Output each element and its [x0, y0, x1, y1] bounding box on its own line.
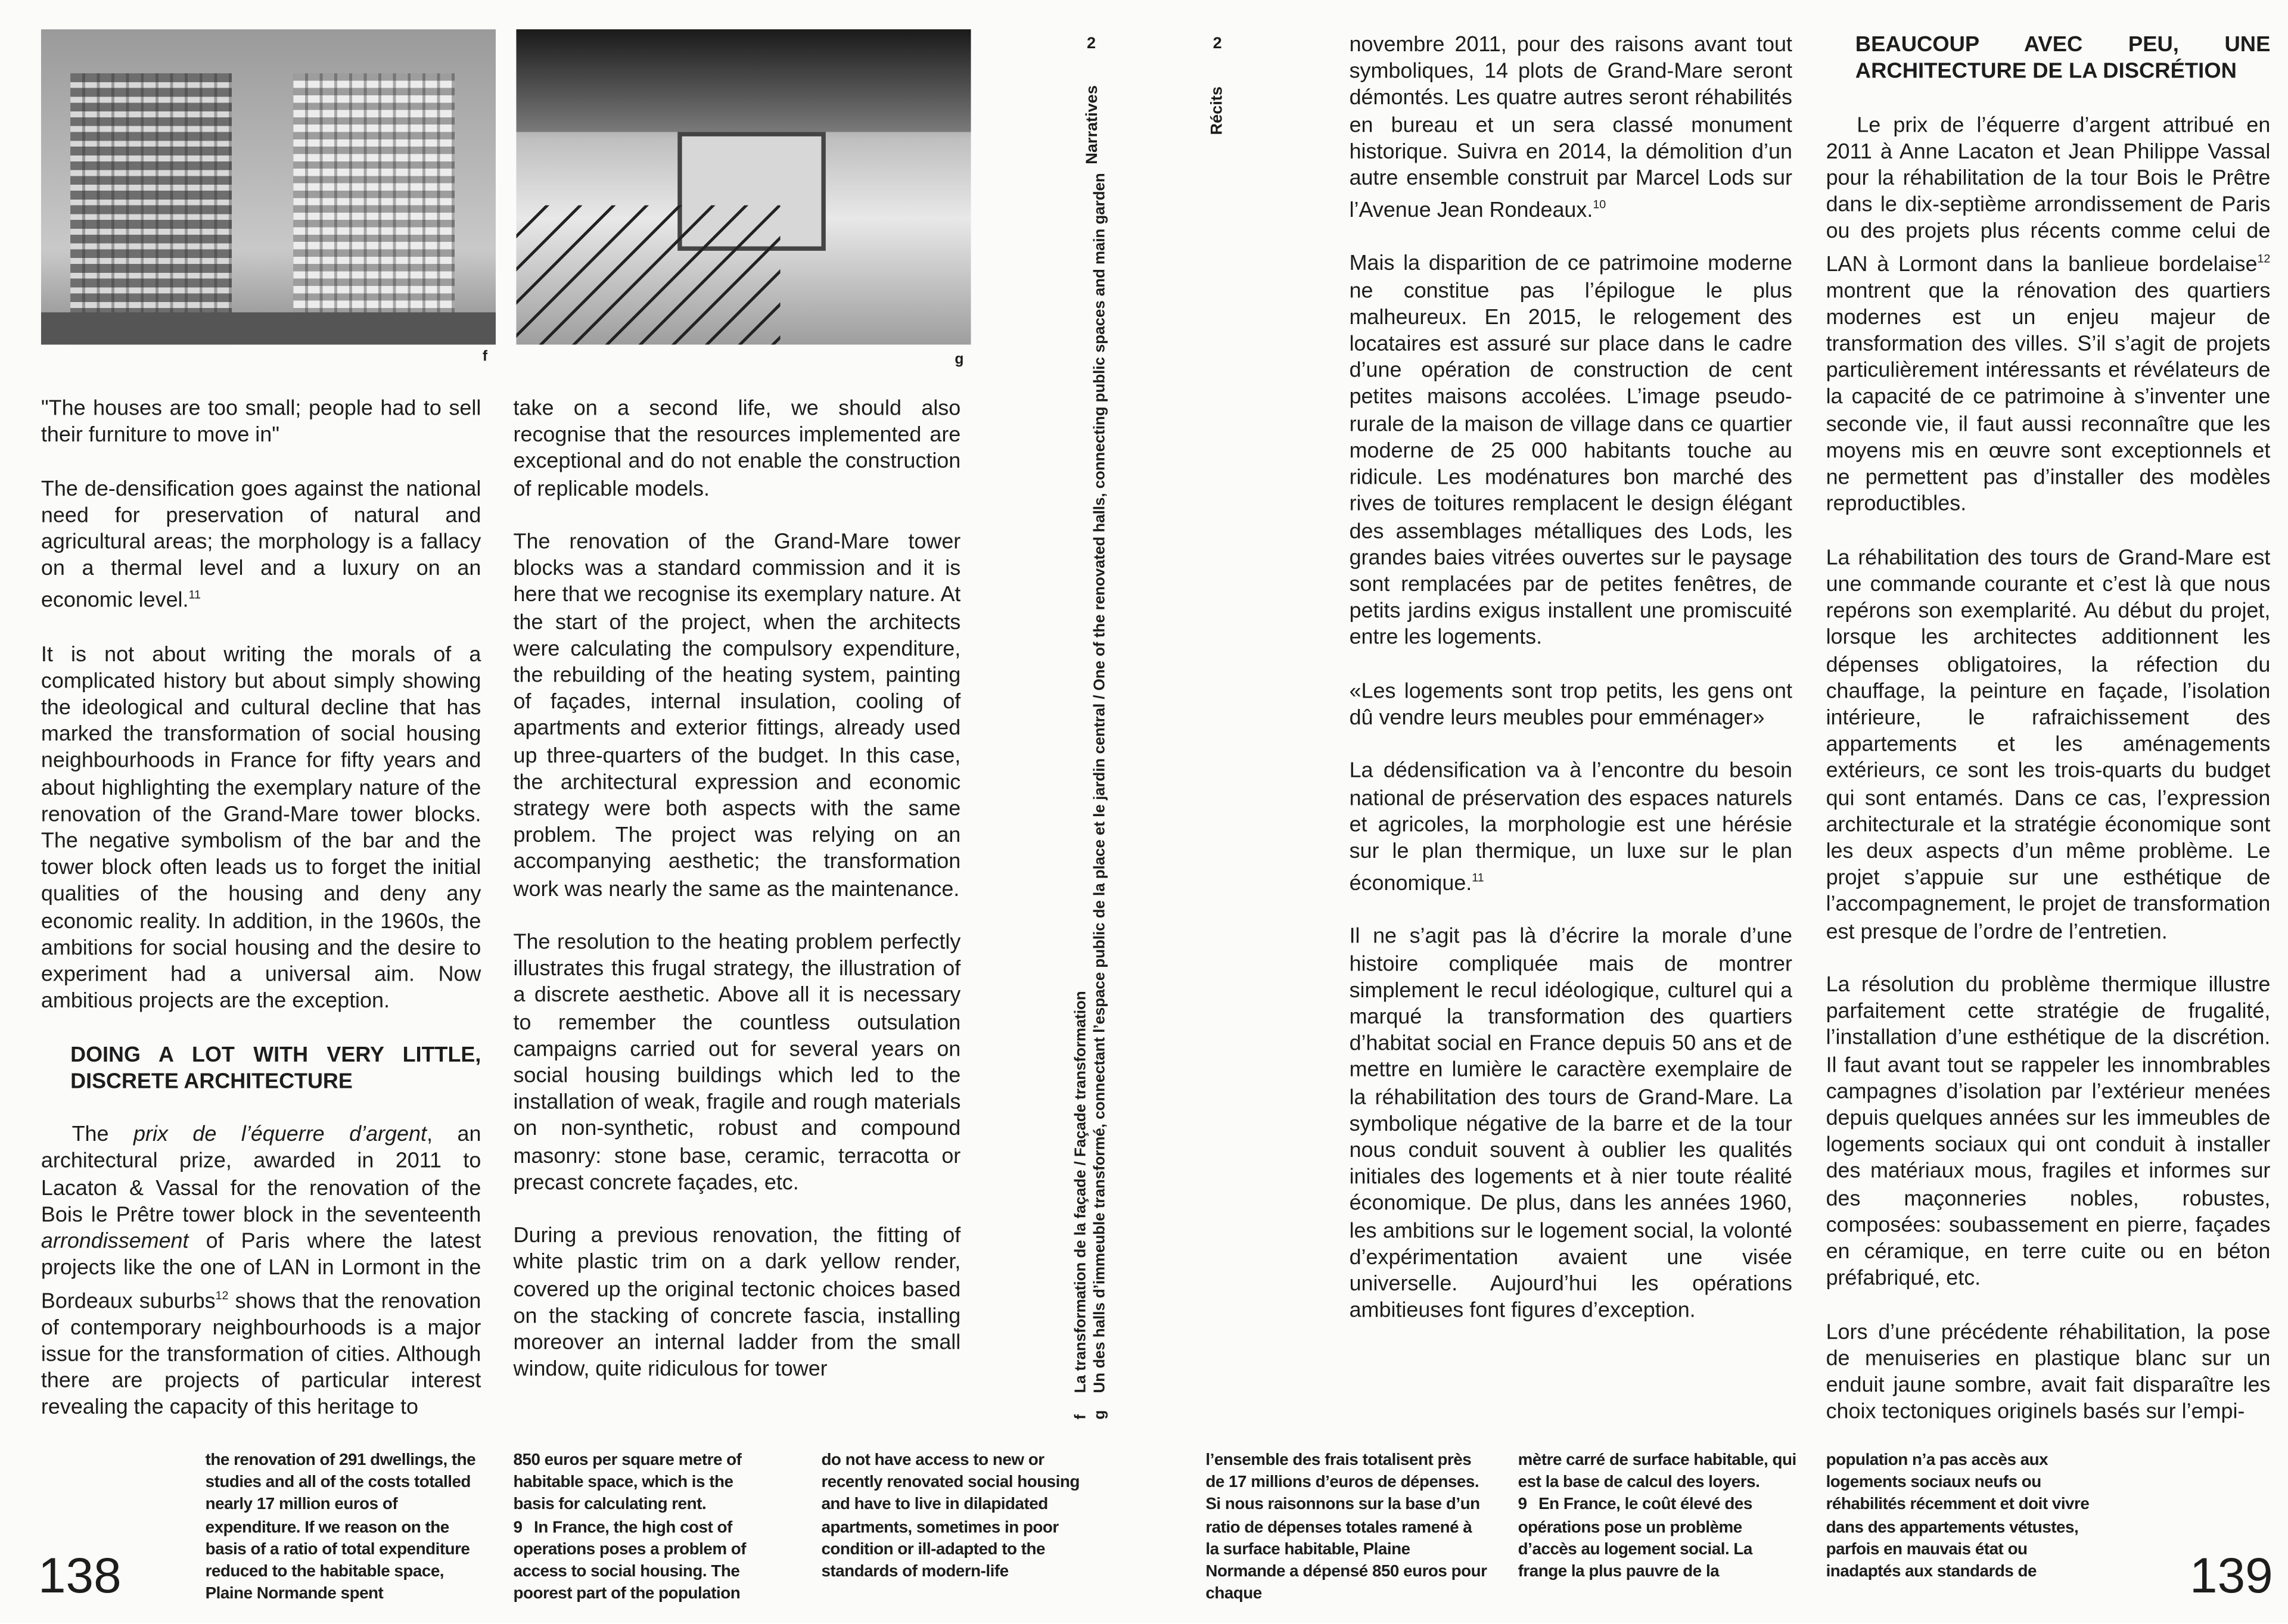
- paragraph: Il ne s’agit pas là d’écrire la morale d’une histoire compliquée mais de montrer simplement le recul idéologique, culturel qui a marqué la transformation des quartiers d’habitat social en France depuis 50 ans et de mettre en lumière le caractère exemplaire de la réhabilitation des tours de Grand-Mare. La symbolique négative de la barre et de la tour nous conduit souvent à oublier les qualités initiales des logements et à nier toute réalité économique. De plus, dans les années 1960, les ambitions sur le logement social, la volonté d’expérimentation avaient une visée universelle. Aujourd’hui les opérations ambitieuses font figures d’exception.: [1349, 926, 1792, 1323]
- caption-f: [1072, 173, 1091, 1419]
- paragraph-text: montrent que la rénovation des quartiers modernes est un enjeu majeur de transformation des villes. S’il s’agit de projets particulièrement intéressants et révélateurs de la capacité de ce patrimoine à s’inventer une seconde vie, il faut aussi reconnaître que les moyens mis en œuvre sont exceptionnels et ne permettent pas d’installer des modèles reproductibles.: [1826, 279, 2271, 517]
- left-footnote-col-1: [206, 1450, 480, 1606]
- ground-image: [41, 312, 496, 344]
- caption-g-letter: g: [1091, 1410, 1109, 1420]
- paragraph: [1826, 113, 2271, 519]
- text: The: [72, 1124, 134, 1147]
- footnote-ref: 10: [1593, 198, 1606, 211]
- figure-label-f: f: [482, 349, 488, 365]
- text: shows that the renovation of contemporary neighbourhoods is a major issue for the transformation of cities. Although there are projects of particular interest revealing the capacity of this heritage to: [41, 1289, 481, 1420]
- right-footnote-col-2: [1518, 1450, 1800, 1584]
- paragraph-text: novembre 2011, pour des raisons avant tout symboliques, 14 plots de Grand-Mare seront démontés. Les quatre autres seront réhabilités en bureau et un sera classé monument historique. Suivra en 2014, la démolition d’un autre ensemble construit par Marcel Lods sur l’Avenue Jean Rondeaux.: [1349, 33, 1792, 223]
- right-column-1: [1350, 32, 1792, 1351]
- text: of Paris where the latest projects like the one of LAN in Lormont in the Bordeaux suburbs: [41, 1230, 481, 1313]
- paragraph-text: Le prix de l’équerre d’argent attribué en 2011 à Anne Lacaton et Jean Philippe Vassal pour la réhabilitation de la tour Bois le Prêtre dans le dix-septième arrondissement de Paris ou des projets plus récents comme celui de LAN à Lormont dans la banlieue bordelaise: [1826, 113, 2271, 276]
- paragraph: [1350, 758, 1792, 898]
- hall-ceiling-image: [516, 29, 971, 132]
- caption-f-text: La transformation de la façade / Façade transformation: [1072, 991, 1090, 1393]
- left-column-2: [514, 396, 961, 1411]
- footnote-ref: 12: [2257, 251, 2271, 265]
- hall-railing-image: [516, 206, 780, 345]
- paragraph: Mais la disparition de ce patrimoine moderne ne constitue pas l’épilogue le plus malheureux. En 2015, le relogement des locataires est assuré sur place dans le cadre d’une opération de construction de cent petites maisons accolées. L’image pseudo-rurale de la maison de village dans ce quartier moderne de 25 000 habitants touche au ridicule. Les modénatures bon marché des rives de toitures remplacent le design élégant des assemblages métalliques des Lods, les grandes baies vitrées ouvertes sur le paysage sont remplacées par de petites fenêtres, de petits jardins exigus installent une promiscuité entre les logements.: [1349, 253, 1792, 651]
- left-column-1: [41, 396, 481, 1448]
- paragraph: It is not about writing the morals of a complicated history but about simply showing the ideological and cultural decline that has marked the transformation of social housing neighbourhoods in France for fifty years and about highlighting the exemplary nature of the renovation of the Grand-Mare tower blocks. The negative symbolism of the bar and the tower block often leads us to forget the initial qualities of the housing and deny any economic reality. In addition, in the 1960s, the ambitions for social housing and the desire to experiment had a universal aim. Now ambitious projects are the exception.: [41, 643, 481, 1014]
- italic-text: prix de l’équerre d’argent: [133, 1124, 427, 1147]
- quote-paragraph: «Les logements sont trop petits, les gens ont dû vendre leurs meubles pour emménager»: [1349, 680, 1792, 730]
- footnote-9: [514, 1517, 770, 1607]
- right-running-head-section: Récits: [1208, 86, 1226, 135]
- section-heading: DOING A LOT WITH VERY LITTLE, DISCRETE ARCHITECTURE: [70, 1043, 481, 1094]
- right-footnote-col-3: [1826, 1450, 2090, 1584]
- footnote-text: l’ensemble des frais totalisent près de 17 millions d’euros de dépenses. Si nous raisonnons sur la base d’un ratio de dépenses totales ramené à la surface habitable, Plaine Normande a dépensé 850 euros pour chaque: [1205, 1451, 1487, 1603]
- paragraph: [41, 476, 481, 615]
- quote-paragraph: "The houses are too small; people had to sell their furniture to move in": [41, 397, 481, 448]
- paragraph: Lors d’une précédente réhabilitation, la pose de menuiseries en plastique blanc sur un enduit jaune sombre, avait fait disparaître les choix tectoniques originels basés sur l’empi-: [1826, 1320, 2271, 1424]
- caption-g-text: Un des halls d’immeuble transformé, connectant l’espace public de la place et le jardin central / One of the renovated halls, connecting public spaces and main garden: [1091, 173, 1109, 1393]
- right-footnote-col-1: [1205, 1450, 1487, 1606]
- figure-caption: [1072, 173, 1110, 1419]
- footnote-9: [1518, 1495, 1800, 1584]
- paragraph: The renovation of the Grand-Mare tower blocks was a standard commission and it is here that we recognise its exemplary nature. At the start of the project, when the architects were calculating the compulsory expenditure, the rebuilding of the heating system, painting of façades, internal insulation, cooling of apartments and exterior fittings, already used up three-quarters of the budget. In this case, the architectural expression and economic strategy were both aspects with the same problem. The project was relying on an accompanying aesthetic; the transformation work was nearly the same as the maintenance.: [513, 531, 961, 901]
- caption-g: [1091, 173, 1110, 1419]
- page-number-right: 139: [2190, 1548, 2273, 1604]
- paragraph: [1350, 32, 1792, 225]
- footnote-number: 9: [513, 1519, 523, 1536]
- left-running-head-section: Narratives: [1084, 85, 1102, 164]
- footnote-ref: 11: [1472, 871, 1484, 885]
- tower-before-image: [70, 73, 232, 344]
- paragraph: [41, 1122, 481, 1421]
- footnote-ref: 11: [188, 589, 201, 602]
- photo-renovated-hall: [516, 29, 971, 344]
- photo-facade-transformation: [41, 29, 496, 344]
- footnote-text: 850 euros per square metre of habitable space, which is the basis for calculating rent.: [513, 1451, 742, 1514]
- page-number-left: 138: [38, 1548, 122, 1604]
- paragraph: During a previous renovation, the fitting of white plastic trim on a dark yellow render, covered up the original tectonic choices based on the stacking of concrete fascia, installing moreover an internal ladder from the small window, quite ridiculous for tower: [513, 1224, 961, 1382]
- left-footnote-col-2: [514, 1450, 770, 1606]
- text: , an architectural prize, awarded in 2011 to Lacaton & Vassal for the renovation of the Bois le Prêtre tower block in the seventeenth: [41, 1124, 481, 1228]
- paragraph: La résolution du problème thermique illustre parfaitement cette stratégie de frugalité, l’installation d’une esthétique de la discrétion. Il faut avant tout se rappeler les innombrables campagnes d’isolation par l’extérieur menées depuis quelques années sur les immeubles de logements sociaux qui ont conduit à installer des matériaux mous, fragiles et informes sur des maçonneries nobles, robustes, composées: soubassement en pierre, façades en céramique, en terre cuite ou en béton préfabriqué, etc.: [1826, 973, 2271, 1291]
- tower-after-image: [293, 73, 455, 344]
- section-heading: BEAUCOUP AVEC PEU, UNE ARCHITECTURE DE LA DISCRÉTION: [1855, 33, 2271, 84]
- footnote-text: mètre carré de surface habitable, qui est la base de calcul des loyers.: [1518, 1451, 1796, 1492]
- left-running-head-number: 2: [1086, 35, 1096, 53]
- footnote-text: In France, the high cost of operations poses a problem of access to social housing. The poorest part of the population: [513, 1519, 747, 1603]
- paragraph-text: La dédensification va à l’encontre du besoin national de préservation des espaces naturels et agricoles, la morphologie est une hérésie sur le plan thermique, un luxe sur le plan économique.: [1349, 760, 1792, 896]
- footnote-ref: 12: [215, 1288, 229, 1302]
- footnote-text: do not have access to new or recently renovated social housing and have to live in dilapidated apartments, sometimes in poor condition or ill-adapted to the standards of modern-life: [821, 1451, 1080, 1581]
- paragraph-text: The de-densification goes against the national need for preservation of natural and agricultural areas; the morphology is a fallacy on a thermal level and a luxury on an economic level.: [41, 477, 481, 614]
- italic-text: arrondissement: [41, 1230, 189, 1254]
- right-running-head-number: 2: [1213, 35, 1222, 53]
- footnote-text: population n’a pas accès aux logements sociaux neufs ou réhabilités récemment et doit vivre dans des appartements vétustes, parfois en mauvais état ou inadaptés aux standards de: [1826, 1451, 2090, 1581]
- left-footnote-col-3: [821, 1450, 1082, 1584]
- caption-f-letter: f: [1072, 1414, 1090, 1420]
- right-column-2: [1826, 32, 2271, 1452]
- footnote-text: the renovation of 291 dwellings, the studies and all of the costs totalled nearly 17 million euros of expenditure. If we reason on the basis of a ratio of total expenditure reduced to the habitable space, Plaine Normande spent: [205, 1451, 476, 1603]
- footnote-number: 9: [1518, 1496, 1527, 1514]
- paragraph: The resolution to the heating problem perfectly illustrates this frugal strategy, the illustration of a discrete aesthetic. Above all it is necessary to remember the countless outsulation campaigns carried out for several years on social housing buildings which led to the installation of weak, fragile and rough materials on non-synthetic, robust and compound masonry: stone base, ceramic, terracotta or precast concrete façades, etc.: [513, 931, 961, 1195]
- footnote-text: En France, le coût élevé des opérations pose un problème d’accès au logement social. La frange la plus pauvre de la: [1518, 1496, 1752, 1581]
- figure-label-g: g: [955, 351, 964, 368]
- paragraph: take on a second life, we should also recognise that the resources implemented are exceptional and do not enable the construction of replicable models.: [513, 397, 961, 501]
- paragraph: La réhabilitation des tours de Grand-Mare est une commande courante et c’est là que nous repérons son exemplarité. Au début du projet, lorsque les architectes additionnent les dépenses obligatoires, la réfection du chauffage, la peinture en façade, l’isolation intérieure, le rafraichissement des appartements et les aménagements extérieurs, ce sont les trois-quarts du budget qui sont entamés. Dans ce cas, l’expression architecturale et la stratégie économique sont les deux aspects d’un même problème. Le projet s’appuie sur une esthétique de l’accompagnement, le projet de transformation est presque de l’ordre de l’entretien.: [1826, 546, 2271, 944]
